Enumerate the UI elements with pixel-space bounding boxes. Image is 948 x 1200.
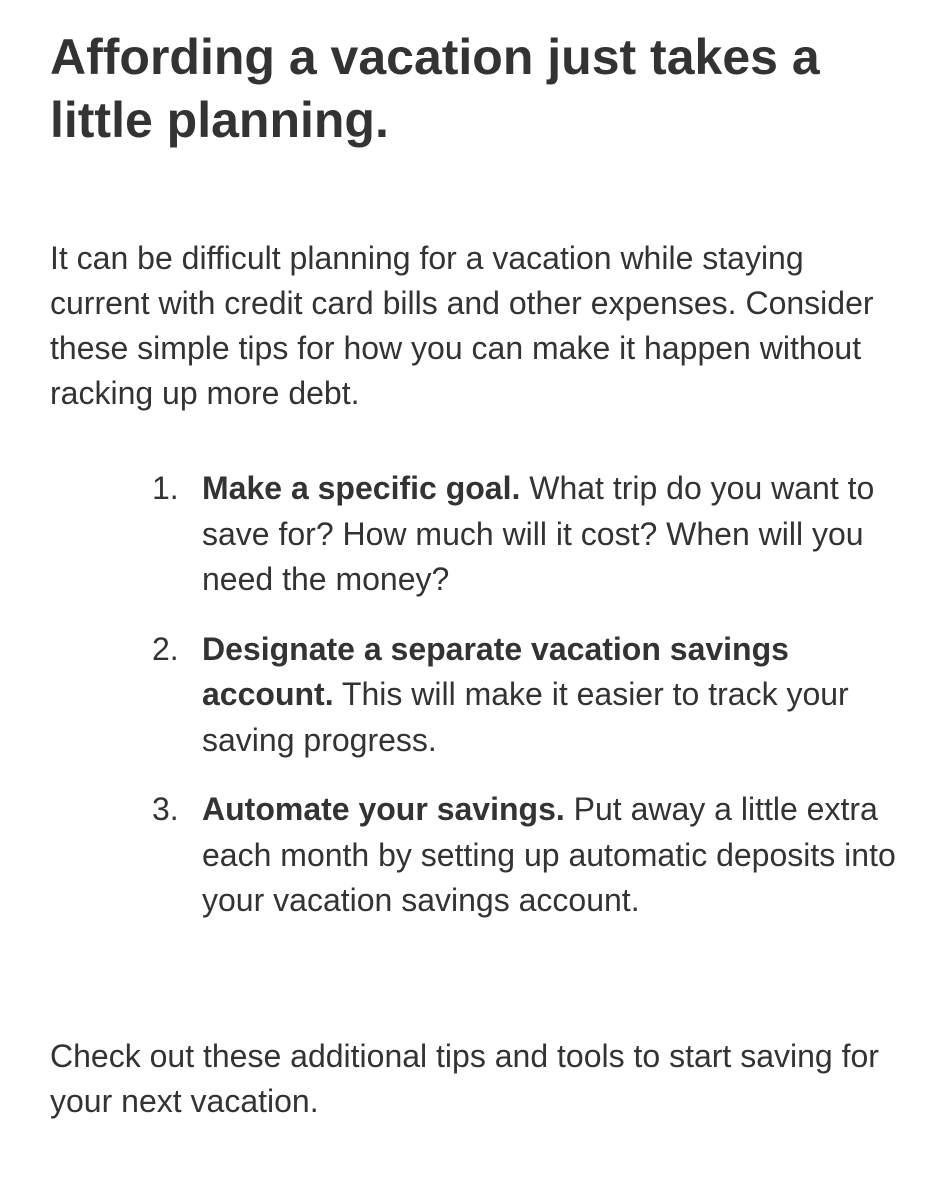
tip-title: Make a specific goal. bbox=[202, 470, 521, 506]
closing-paragraph: Check out these additional tips and tools to start saving for your next vacation. bbox=[50, 1038, 879, 1119]
tip-item bbox=[152, 466, 922, 603]
tip-number: 2. bbox=[152, 630, 179, 667]
article-headline: Affording a vacation just takes a little planning. bbox=[50, 29, 820, 148]
tip-item bbox=[152, 787, 922, 924]
tips-list bbox=[152, 466, 922, 924]
tip-body: This will make it easier to track your saving progress. bbox=[202, 676, 849, 758]
tip-title: Automate your savings. bbox=[202, 791, 565, 827]
tip-number: 3. bbox=[152, 791, 179, 827]
tip-title: Designate a separate vacation savings account. bbox=[202, 630, 789, 712]
tip-item bbox=[152, 627, 922, 764]
tip-number: 1. bbox=[152, 470, 179, 506]
tip-body: What trip do you want to save for? How much will it cost? When will you need the money? bbox=[202, 470, 875, 597]
tip-body: Put away a little extra each month by setting up automatic deposits into your vacation savings account. bbox=[202, 791, 896, 918]
intro-paragraph: It can be difficult planning for a vacation while staying current with credit card bills and other expenses. Consider these simple tips for how you can make it happen without racking up more debt. bbox=[50, 240, 874, 411]
